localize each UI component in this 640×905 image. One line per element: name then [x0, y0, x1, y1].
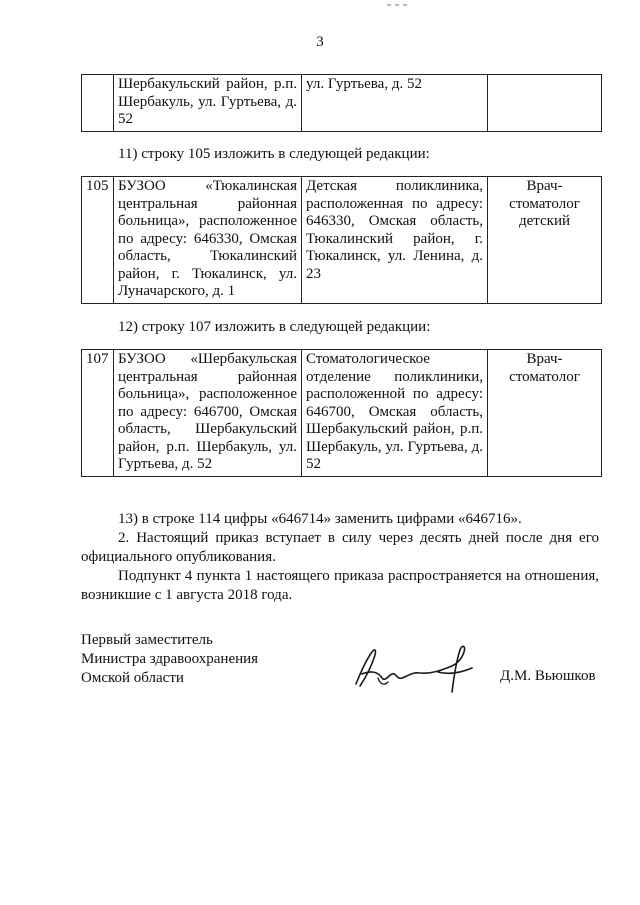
- institution-cell: БУЗОО «Шербакульская центральная районная больница», расположенное по адресу: 646700, Омская область, Шербакульский район, р.п. Шербакуль, ул. Гуртьева, д. 52: [114, 350, 302, 477]
- row-number: 105: [82, 177, 114, 304]
- row-number: 107: [82, 350, 114, 477]
- department-cell: Стоматологическое отделение поликлиники, расположенной по адресу: 646700, Омская область, Шербакульский район, р.п. Шербакуль, ул. Гуртьева, д. 52: [302, 350, 488, 477]
- table-row-105: [81, 176, 602, 304]
- row-number: [82, 75, 114, 132]
- table-row: [82, 177, 602, 304]
- signatory-line-3: Омской области: [81, 670, 184, 686]
- item-2: 2. Настоящий приказ вступает в силу через десять дней после дня его официального опубликования.: [81, 530, 599, 565]
- signatory-title: [81, 631, 258, 688]
- signatory-name: Д.М. Вьюшков: [500, 668, 596, 684]
- item-11: 11) строку 105 изложить в следующей редакции:: [118, 146, 430, 162]
- item-12: 12) строку 107 изложить в следующей редакции:: [118, 319, 431, 335]
- item-13: 13) в строке 114 цифры «646714» заменить цифрами «646716».: [118, 511, 522, 527]
- scan-mark-icon: [385, 2, 409, 8]
- paragraph-subpoint: Подпункт 4 пункта 1 настоящего приказа распространяется на отношения, возникшие с 1 августа 2018 года.: [81, 568, 599, 603]
- position-cell: Врач-стоматолог: [488, 350, 602, 477]
- table-row: [82, 75, 602, 132]
- signatory-line-2: Министра здравоохранения: [81, 651, 259, 667]
- signatory-line-1: Первый заместитель: [81, 632, 213, 648]
- position-cell: [488, 75, 602, 132]
- department-cell: Детская поликлиника, расположенная по адресу: 646330, Омская область, Тюкалинский район, г. Тюкалинск, ул. Ленина, д. 23: [302, 177, 488, 304]
- table-continuation: [81, 74, 602, 132]
- page-number: 3: [316, 34, 324, 50]
- institution-cell: Шербакульский район, р.п. Шербакуль, ул. Гуртьева, д. 52: [114, 75, 302, 132]
- department-cell: ул. Гуртьева, д. 52: [302, 75, 488, 132]
- institution-cell: БУЗОО «Тюкалинская центральная районная больница», расположенное по адресу: 646330, Омская область, Тюкалинский район, г. Тюкалинск, ул. Луначарского, д. 1: [114, 177, 302, 304]
- position-cell: Врач-стоматолог детский: [488, 177, 602, 304]
- table-row-107: [81, 349, 602, 477]
- handwritten-signature: [342, 640, 492, 700]
- table-row: [82, 350, 602, 477]
